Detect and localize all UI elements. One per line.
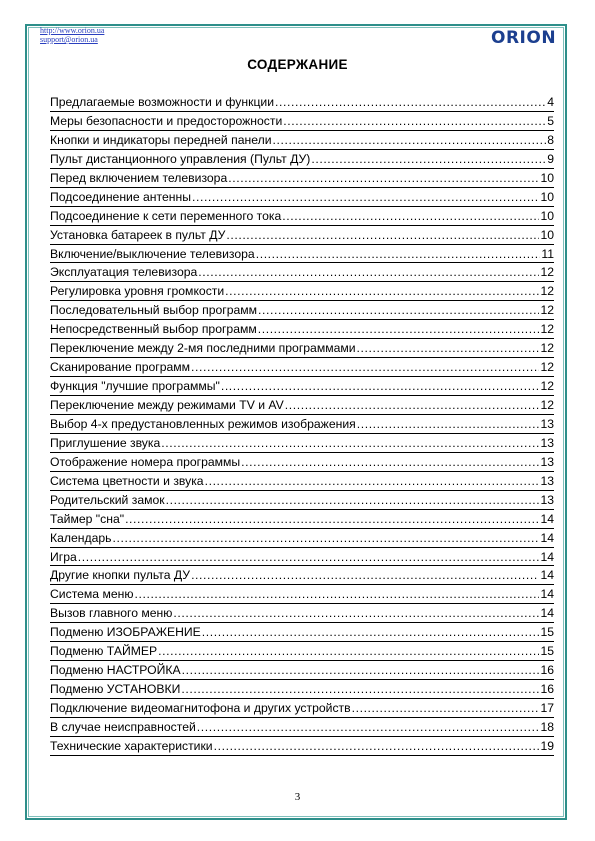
- toc-entry-page: 11: [541, 246, 554, 261]
- toc-entry-title: Другие кнопки пульта ДУ: [50, 568, 191, 583]
- toc-leader-dots: [182, 661, 540, 679]
- toc-entry-title: Переключение между режимами TV и AV: [50, 398, 284, 412]
- toc-entry[interactable]: [50, 131, 554, 150]
- toc-entry-title: Эксплуатация телевизора: [50, 265, 198, 280]
- toc-leader-dots: [191, 358, 539, 376]
- toc-entry-title: Вызов главного меню: [50, 606, 173, 621]
- toc-leader-dots: [173, 604, 539, 622]
- toc-entry-page: 12: [540, 398, 554, 412]
- toc-entry-page: 13: [540, 454, 554, 469]
- toc-entry[interactable]: [50, 112, 554, 131]
- toc-entry-title: Переключение между 2-мя последними программами: [50, 341, 356, 356]
- toc-entry-page: 12: [540, 379, 554, 394]
- toc-entry-page: 10: [540, 208, 554, 223]
- email-link[interactable]: support@orion.ua: [40, 35, 98, 44]
- toc-entry-page: 15: [540, 644, 554, 659]
- toc-leader-dots: [158, 642, 539, 660]
- toc-entry-page: 14: [540, 587, 554, 602]
- toc-entry-title: Пульт дистанционного управления (Пульт ДУ): [50, 151, 311, 166]
- toc-entry[interactable]: [50, 207, 554, 226]
- toc-entry-page: 12: [540, 360, 554, 375]
- toc-leader-dots: [221, 377, 540, 395]
- toc-entry-title: Кнопки и индикаторы передней панели: [50, 132, 272, 147]
- toc-entry[interactable]: [50, 93, 554, 112]
- toc-entry-title: Подсоединение антенны: [50, 189, 191, 204]
- toc-leader-dots: [191, 566, 539, 584]
- toc-entry[interactable]: [50, 642, 554, 661]
- toc-leader-dots: [283, 112, 546, 130]
- toc-entry[interactable]: [50, 226, 554, 245]
- toc-entry-page: 13: [540, 473, 554, 488]
- toc-leader-dots: [214, 737, 540, 755]
- page-number: 3: [294, 791, 301, 803]
- toc-entry-page: 14: [540, 568, 554, 583]
- toc-entry-title: Подключение видеомагнитофона и других устройств: [50, 701, 351, 715]
- toc-leader-dots: [161, 434, 539, 452]
- toc-entry[interactable]: [50, 529, 554, 548]
- toc-entry-title: Включение/выключение телевизора: [50, 246, 255, 261]
- toc-entry-title: Система меню: [50, 587, 134, 602]
- toc-entry[interactable]: [50, 661, 554, 680]
- toc-entry-page: 9: [547, 151, 554, 166]
- toc-leader-dots: [225, 282, 539, 300]
- toc-entry[interactable]: [50, 188, 554, 207]
- toc-entry-page: 4: [547, 95, 554, 109]
- toc-entry-title: Подсоединение к сети переменного тока: [50, 208, 282, 223]
- toc-entry-page: 12: [540, 303, 554, 318]
- website-link[interactable]: http://www.orion.ua: [40, 26, 105, 35]
- toc-entry-title: Сканирование программ: [50, 360, 191, 375]
- toc-entry-page: 12: [540, 341, 554, 356]
- toc-entry[interactable]: [50, 604, 554, 623]
- toc-entry[interactable]: [50, 396, 554, 415]
- toc-entry-page: 12: [540, 265, 554, 280]
- table-of-contents: [50, 93, 554, 756]
- toc-leader-dots: [275, 93, 546, 111]
- toc-leader-dots: [311, 150, 546, 168]
- toc-entry-title: Подменю ТАЙМЕР: [50, 644, 158, 659]
- toc-entry[interactable]: [50, 320, 554, 339]
- toc-entry[interactable]: [50, 377, 554, 396]
- toc-entry-page: 19: [540, 738, 554, 753]
- toc-entry[interactable]: [50, 169, 554, 188]
- toc-entry-page: 12: [540, 284, 554, 299]
- toc-leader-dots: [273, 131, 547, 149]
- toc-entry[interactable]: [50, 737, 554, 756]
- toc-entry-page: 16: [540, 663, 554, 678]
- toc-leader-dots: [181, 680, 539, 698]
- toc-entry[interactable]: [50, 150, 554, 169]
- toc-leader-dots: [228, 169, 539, 187]
- toc-entry[interactable]: [50, 453, 554, 472]
- toc-leader-dots: [192, 188, 539, 206]
- toc-entry-page: 10: [540, 170, 554, 185]
- toc-entry-page: 15: [540, 625, 554, 640]
- toc-entry[interactable]: [50, 415, 554, 434]
- page-title: СОДЕРЖАНИЕ: [247, 57, 348, 72]
- toc-entry-page: 8: [547, 132, 554, 147]
- toc-entry[interactable]: [50, 566, 554, 585]
- toc-entry-page: 10: [540, 227, 554, 242]
- toc-leader-dots: [352, 699, 540, 717]
- toc-leader-dots: [256, 245, 541, 263]
- toc-leader-dots: [258, 320, 540, 338]
- toc-entry-page: 17: [540, 701, 554, 715]
- toc-entry[interactable]: [50, 623, 554, 642]
- toc-entry-page: 13: [540, 492, 554, 507]
- toc-entry-page: 16: [540, 682, 554, 697]
- header-links: [40, 26, 104, 44]
- toc-leader-dots: [198, 263, 539, 281]
- toc-leader-dots: [197, 718, 540, 736]
- toc-entry[interactable]: [50, 245, 554, 264]
- toc-entry-title: Технические характеристики: [50, 738, 213, 753]
- toc-entry-title: Подменю ИЗОБРАЖЕНИЕ: [50, 625, 201, 640]
- toc-entry-page: 14: [540, 549, 554, 564]
- toc-entry-title: Приглушение звука: [50, 435, 161, 450]
- toc-entry-title: Функция "лучшие программы": [50, 379, 220, 394]
- toc-entry-page: 5: [547, 113, 554, 128]
- toc-entry[interactable]: [50, 339, 554, 358]
- toc-entry-title: Последовательный выбор программ: [50, 303, 258, 318]
- toc-leader-dots: [113, 529, 540, 547]
- toc-leader-dots: [205, 472, 540, 490]
- toc-entry[interactable]: [50, 282, 554, 301]
- toc-entry-page: 18: [540, 719, 554, 734]
- toc-entry-title: Родительский замок: [50, 492, 165, 507]
- toc-leader-dots: [226, 226, 539, 244]
- toc-entry-title: Предлагаемые возможности и функции: [50, 95, 275, 109]
- toc-entry[interactable]: [50, 434, 554, 453]
- toc-leader-dots: [166, 491, 540, 509]
- toc-leader-dots: [125, 510, 539, 528]
- toc-leader-dots: [241, 453, 539, 471]
- toc-leader-dots: [357, 339, 540, 357]
- toc-leader-dots: [135, 585, 540, 603]
- toc-entry-title: Таймер "сна": [50, 511, 125, 526]
- toc-entry-page: 14: [540, 606, 554, 621]
- toc-entry-page: 10: [540, 189, 554, 204]
- toc-leader-dots: [78, 548, 540, 566]
- toc-entry[interactable]: [50, 510, 554, 529]
- toc-entry-title: В случае неисправностей: [50, 719, 196, 734]
- toc-entry[interactable]: [50, 301, 554, 320]
- toc-entry-title: Игра: [50, 549, 77, 564]
- toc-leader-dots: [357, 415, 540, 433]
- toc-entry-page: 12: [540, 322, 554, 337]
- toc-entry[interactable]: [50, 358, 554, 377]
- toc-entry-title: Перед включением телевизора: [50, 170, 228, 185]
- toc-entry-title: Регулировка уровня громкости: [50, 284, 225, 299]
- toc-entry-title: Система цветности и звука: [50, 473, 204, 488]
- toc-entry-page: 13: [540, 416, 554, 431]
- toc-entry[interactable]: [50, 718, 554, 737]
- toc-entry-title: Выбор 4-х предустановленных режимов изображения: [50, 416, 356, 431]
- toc-leader-dots: [258, 301, 539, 319]
- toc-leader-dots: [282, 207, 539, 225]
- toc-entry-title: Календарь: [50, 530, 112, 545]
- toc-entry[interactable]: [50, 699, 554, 718]
- toc-entry[interactable]: [50, 548, 554, 567]
- toc-entry-title: Подменю УСТАНОВКИ: [50, 682, 181, 697]
- toc-entry[interactable]: [50, 680, 554, 699]
- toc-entry-page: 14: [540, 530, 554, 545]
- toc-entry-title: Установка батареек в пульт ДУ: [50, 227, 226, 242]
- toc-entry-title: Подменю НАСТРОЙКА: [50, 663, 181, 678]
- toc-entry-title: Отображение номера программы: [50, 454, 241, 469]
- toc-entry-page: 13: [540, 435, 554, 450]
- toc-entry[interactable]: [50, 585, 554, 604]
- toc-entry[interactable]: [50, 491, 554, 510]
- toc-entry-title: Меры безопасности и предосторожности: [50, 113, 283, 128]
- toc-leader-dots: [202, 623, 540, 641]
- toc-entry[interactable]: [50, 472, 554, 491]
- toc-entry-title: Непосредственный выбор программ: [50, 322, 257, 337]
- toc-entry[interactable]: [50, 263, 554, 282]
- orion-logo: ORION: [491, 28, 557, 48]
- toc-entry-page: 14: [540, 511, 554, 526]
- toc-leader-dots: [285, 396, 540, 414]
